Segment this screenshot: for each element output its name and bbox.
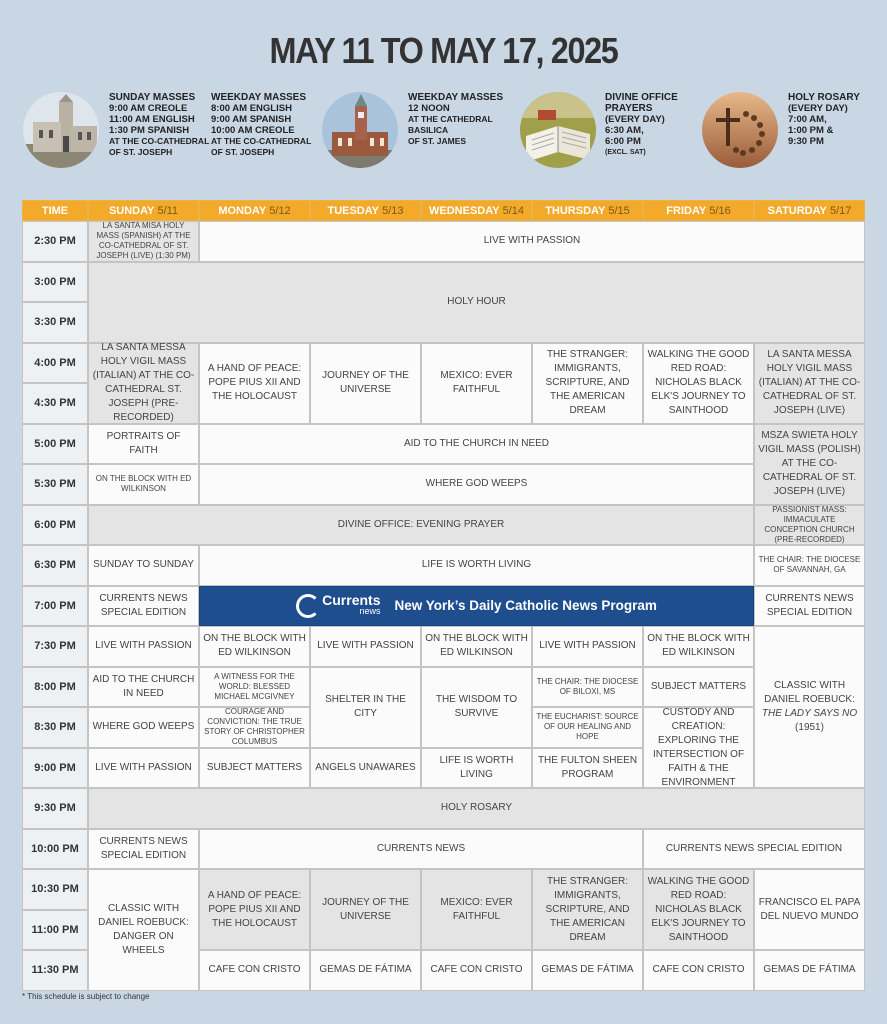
program-cell: LIVE WITH PASSION [88,626,199,667]
info-weekday-masses-basilica [322,92,503,168]
day-date: 5/15 [608,204,630,217]
day-date: 5/11 [157,204,179,217]
program-cell: LA SANTA MISA HOLY MASS (SPANISH) AT THE CO-CATHEDRAL OF ST. JOSEPH (LIVE) (1:30 PM) [88,221,199,262]
program-cell: FRANCISCO EL PAPA DEL NUEVO MUNDO [754,869,865,950]
program-cell: LIVE WITH PASSION [310,626,421,667]
info-line: 7:00 AM, [788,114,827,125]
logo-text: Currents [322,591,381,608]
program-cell [754,626,865,788]
info-line: AT THE CATHEDRAL [408,114,493,124]
time-slot: 8:30 PM [22,707,88,748]
program-subtitle: THE LADY SAYS NO [761,708,858,719]
info-line: AT THE CO-CATHEDRAL [211,136,312,146]
time-slot: 11:30 PM [22,950,88,991]
day-name: THURSDAY [545,204,606,217]
program-cell: CUSTODY AND CREATION: EXPLORING THE INTERSECTION OF FAITH & THE ENVIRONMENT [643,707,754,788]
basilica-photo-icon [322,92,398,168]
time-slot: 6:30 PM [22,545,88,586]
header-time: TIME [22,200,88,221]
info-line: 9:00 AM CREOLE [109,103,188,114]
info-heading: WEEKDAY MASSES [408,92,504,103]
schedule-grid [22,200,865,990]
info-holy-rosary [702,92,860,168]
program-cell: LA SANTA MESSA HOLY VIGIL MASS (ITALIAN) AT THE CO-CATHEDRAL ST. JOSEPH (PRE-RECORDED) [88,343,199,424]
program-cell: AID TO THE CHURCH IN NEED [88,667,199,708]
program-cell: SUBJECT MATTERS [199,748,310,789]
info-line: 8:00 AM ENGLISH [211,103,292,114]
program-cell: LA SANTA MESSA HOLY VIGIL MASS (ITALIAN) AT THE CO-CATHEDRAL OF ST. JOSEPH (LIVE) [754,343,865,424]
program-cell: CURRENTS NEWS SPECIAL EDITION [754,586,865,627]
info-line: 9:00 AM SPANISH [211,114,292,125]
info-line: 6:00 PM [605,136,641,147]
program-cell: PASSIONIST MASS: IMMACULATE CONCEPTION CHURCH (PRE-RECORDED) [754,505,865,546]
program-cell: PORTRAITS OF FAITH [88,424,199,465]
program-cell: THE EUCHARIST: SOURCE OF OUR HEALING AND HOPE [532,707,643,748]
time-slot: 10:00 PM [22,829,88,870]
program-cell: THE FULTON SHEEN PROGRAM [532,748,643,789]
header-friday [643,200,754,221]
program-cell: ON THE BLOCK WITH ED WILKINSON [88,464,199,505]
time-slot: 3:30 PM [22,302,88,343]
program-cell: ANGELS UNAWARES [310,748,421,789]
program-cell: A HAND OF PEACE: POPE PIUS XII AND THE HOLOCAUST [199,869,310,950]
info-line: (EXCL. SAT) [605,149,646,156]
program-cell: CURRENTS NEWS [199,829,643,870]
time-slot: 7:00 PM [22,586,88,627]
time-slot: 5:30 PM [22,464,88,505]
info-line: AT THE CO-CATHEDRAL [109,136,210,146]
program-cell: MSZA SWIETA HOLY VIGIL MASS (POLISH) AT THE CO-CATHEDRAL OF ST. JOSEPH (LIVE) [754,424,865,505]
info-line: 1:30 PM SPANISH [109,125,190,136]
time-slot: 4:30 PM [22,383,88,424]
program-cell: WALKING THE GOOD RED ROAD: NICHOLAS BLACK ELK'S JOURNEY TO SAINTHOOD [643,343,754,424]
time-slot: 5:00 PM [22,424,88,465]
day-date: 5/12 [269,204,291,217]
program-cell: THE CHAIR: THE DIOCESE OF SAVANNAH, GA [754,545,865,586]
program-cell: CLASSIC WITH DANIEL ROEBUCK: DANGER ON WHEELS [88,869,199,991]
program-cell: THE CHAIR: THE DIOCESE OF BILOXI, MS [532,667,643,708]
time-slot: 3:00 PM [22,262,88,303]
program-cell: CAFE CON CRISTO [643,950,754,991]
program-cell: WHERE GOD WEEPS [88,707,199,748]
info-line: (EVERY DAY) [788,103,848,114]
program-title: CLASSIC WITH DANIEL ROEBUCK: [764,680,855,705]
currents-c-icon [296,594,320,618]
program-cell: SUNDAY TO SUNDAY [88,545,199,586]
header-thursday [532,200,643,221]
day-date: 5/16 [709,204,731,217]
program-cell: LIFE IS WORTH LIVING [199,545,754,586]
time-slot: 10:30 PM [22,869,88,910]
info-line: 6:30 AM, [605,125,644,136]
header-tuesday [310,200,421,221]
cathedral-photo-icon [23,92,99,168]
day-date: 5/14 [502,204,524,217]
program-cell: CURRENTS NEWS SPECIAL EDITION [88,829,199,870]
program-cell: WHERE GOD WEEPS [199,464,754,505]
day-name: FRIDAY [666,204,707,217]
day-date: 5/17 [829,204,852,217]
program-cell: ON THE BLOCK WITH ED WILKINSON [643,626,754,667]
program-cell: JOURNEY OF THE UNIVERSE [310,869,421,950]
header-monday [199,200,310,221]
program-cell: AID TO THE CHURCH IN NEED [199,424,754,465]
time-slot: 7:30 PM [22,626,88,667]
time-slot: 2:30 PM [22,221,88,262]
bible-photo-icon [520,92,596,168]
program-cell: LIFE IS WORTH LIVING [421,748,532,789]
time-slot: 9:30 PM [22,788,88,829]
currents-news-banner [199,586,754,627]
program-cell: THE STRANGER: IMMIGRANTS, SCRIPTURE, AND THE AMERICAN DREAM [532,869,643,950]
program-year: (1951) [795,722,824,733]
info-sunday-masses [23,92,209,168]
header-wednesday [421,200,532,221]
program-cell: ON THE BLOCK WITH ED WILKINSON [199,626,310,667]
banner-text: New York’s Daily Catholic News Program [394,597,657,613]
header-sunday [88,200,199,221]
program-cell: A HAND OF PEACE: POPE PIUS XII AND THE HOLOCAUST [199,343,310,424]
day-name: WEDNESDAY [429,204,500,217]
program-cell: ON THE BLOCK WITH ED WILKINSON [421,626,532,667]
program-cell: LIVE WITH PASSION [199,221,865,262]
info-line: (EVERY DAY) [605,114,665,125]
program-cell: GEMAS DE FÁTIMA [754,950,865,991]
page-title: MAY 11 TO MAY 17, 2025 [269,30,618,71]
program-cell: WALKING THE GOOD RED ROAD: NICHOLAS BLACK ELK'S JOURNEY TO SAINTHOOD [643,869,754,950]
program-cell: HOLY ROSARY [88,788,865,829]
time-slot: 6:00 PM [22,505,88,546]
currents-logo [296,591,381,618]
info-line: 1:00 PM & [788,125,834,136]
program-cell: THE STRANGER: IMMIGRANTS, SCRIPTURE, AND THE AMERICAN DREAM [532,343,643,424]
logo-subtext: news [359,605,381,616]
program-cell: MEXICO: EVER FAITHFUL [421,869,532,950]
program-cell: MEXICO: EVER FAITHFUL [421,343,532,424]
time-slot: 4:00 PM [22,343,88,384]
info-line: OF ST. JAMES [408,136,467,146]
info-line: BASILICA [408,125,449,135]
day-name: TUESDAY [327,204,380,217]
info-line: 9:30 PM [788,136,824,147]
header-saturday [754,200,865,221]
info-weekday-masses-cocathedral [211,92,311,158]
program-cell: THE WISDOM TO SURVIVE [421,667,532,748]
info-line: OF ST. JOSEPH [211,147,275,157]
program-cell: DIVINE OFFICE: EVENING PRAYER [88,505,754,546]
rosary-photo-icon [702,92,778,168]
program-cell: GEMAS DE FÁTIMA [310,950,421,991]
info-heading: HOLY ROSARY [788,92,860,103]
info-line: OF ST. JOSEPH [109,147,173,157]
program-cell: LIVE WITH PASSION [88,748,199,789]
time-slot: 11:00 PM [22,910,88,951]
program-cell: CAFE CON CRISTO [421,950,532,991]
day-date: 5/13 [382,204,404,217]
info-heading: PRAYERS [605,103,653,114]
day-name: SUNDAY [108,204,155,217]
footnote: * This schedule is subject to change [22,992,150,1001]
program-cell: A WITNESS FOR THE WORLD: BLESSED MICHAEL MCGIVNEY [199,667,310,708]
time-slot: 9:00 PM [22,748,88,789]
info-line: 11:00 AM ENGLISH [109,114,195,125]
program-cell: JOURNEY OF THE UNIVERSE [310,343,421,424]
program-cell: GEMAS DE FÁTIMA [532,950,643,991]
info-heading: WEEKDAY MASSES [211,92,307,103]
day-name: SATURDAY [767,204,827,217]
program-cell: CURRENTS NEWS SPECIAL EDITION [88,586,199,627]
day-name: MONDAY [218,204,267,217]
info-divine-office [520,92,678,168]
program-cell: COURAGE AND CONVICTION: THE TRUE STORY OF CHRISTOPHER COLUMBUS [199,707,310,748]
info-line: 10:00 AM CREOLE [211,125,295,136]
program-cell: CURRENTS NEWS SPECIAL EDITION [643,829,865,870]
program-cell: LIVE WITH PASSION [532,626,643,667]
time-slot: 8:00 PM [22,667,88,708]
info-heading: DIVINE OFFICE [605,92,678,103]
program-cell: HOLY HOUR [88,262,865,343]
program-cell: SHELTER IN THE CITY [310,667,421,748]
program-cell: CAFE CON CRISTO [199,950,310,991]
info-line: 12 NOON [408,103,450,114]
info-heading: SUNDAY MASSES [109,92,196,103]
program-cell: SUBJECT MATTERS [643,667,754,708]
